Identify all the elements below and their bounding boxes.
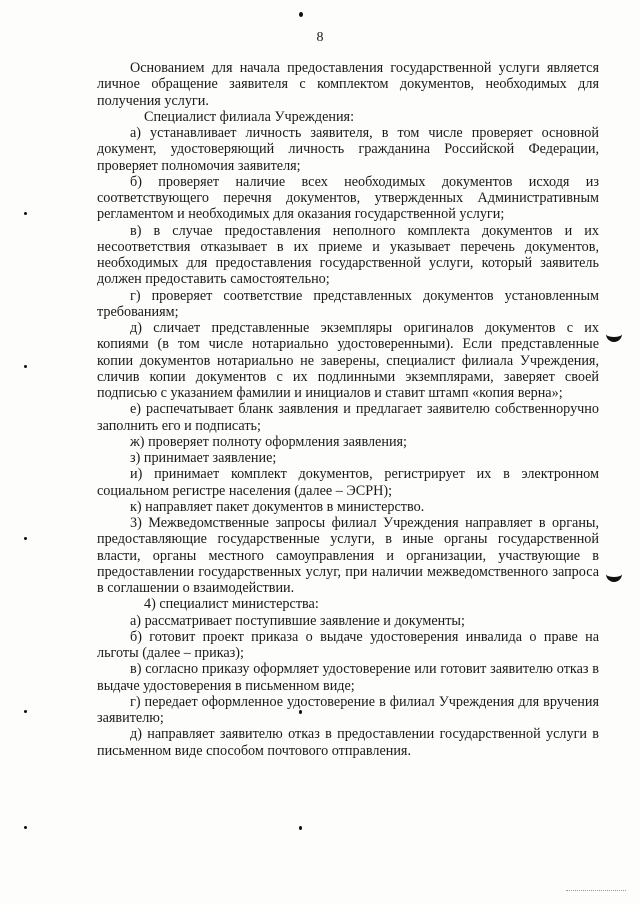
ministry-item-a: а) рассматривает поступившие заявление и документы; (130, 612, 465, 629)
scan-edge-line (566, 890, 626, 891)
list-item-i: и) принимает комплект документов, регистрирует их в электронном социальном регистре населения (далее – ЭСРН); (97, 466, 599, 499)
scan-dot (299, 710, 302, 714)
binder-hole-mark (606, 570, 622, 582)
paragraph-basis: Основанием для начала предоставления государственной услуги является личное обращение заявителя с комплектом документов, необходимых для получения услуги. (97, 60, 599, 109)
list-item-v: в) в случае предоставления неполного комплекта документов и их несоответствия отказывает в их приеме и указывает перечень документов, необходимых для предоставления государственной услуги, который заявитель должен предоставить самостоятельно; (97, 222, 599, 288)
scan-dot (299, 826, 302, 830)
list-item-a: а) устанавливает личность заявителя, в том числе проверяет основной документ, удостоверяющий личность гражданина Российской Федерации, проверяет полномочия заявителя; (97, 125, 599, 174)
list-item-zh: ж) проверяет полноту оформления заявления; (130, 433, 408, 450)
ministry-item-g: г) передает оформленное удостоверение в филиал Учреждения для вручения заявителю; (97, 693, 599, 726)
ministry-item-d: д) направляет заявителю отказ в предоставлении государственной услуги в письменном виде способом почтового отправления. (97, 726, 599, 759)
ministry-item-b: б) готовит проект приказа о выдаче удостоверения инвалида о праве на льготы (далее – приказ); (97, 628, 599, 661)
list-item-k: к) направляет пакет документов в министерство. (130, 498, 425, 515)
page-number: 8 (316, 30, 324, 45)
document-body (97, 60, 599, 759)
list-item-e: е) распечатывает бланк заявления и предлагает заявителю собственноручно заполнить его и подписать; (97, 401, 599, 434)
scan-dot (24, 212, 27, 215)
ministry-item-v: в) согласно приказу оформляет удостоверение или готовит заявителю отказ в выдаче удостоверения в письменном виде; (97, 661, 599, 694)
list-item-z: з) принимает заявление; (130, 450, 277, 466)
scan-dot (24, 826, 27, 829)
paragraph-specialist-heading: Специалист филиала Учреждения: (144, 108, 355, 125)
paragraph-ministry-specialist: 4) специалист министерства: (144, 596, 319, 613)
list-item-b: б) проверяет наличие всех необходимых документов исходя из соответствующего перечня документов, утвержденных Административным регламентом и необходимых для оказания государственной услуги; (97, 173, 599, 223)
scan-dot (24, 710, 27, 713)
list-item-d: д) сличает представленные экземпляры оригиналов документов с их копиями (в том числе нотариально удостоверенными). Если представленные копии документов нотариально не заверены, специалист филиала Учреждения, сличив копии документов с их подлинными экземплярами, заверяет своей подписью с указанием фамилии и инициалов и ставит штамп «копия верна»; (97, 320, 599, 401)
scan-dot (24, 537, 27, 540)
scan-dot (24, 365, 27, 368)
paragraph-interagency-requests: 3) Межведомственные запросы филиал Учреждения направляет в органы, предоставляющие государственные услуги, в иные органы государственной власти, органы местного самоуправления и организации, участвующие в предоставлении государственных услуг, при наличии межведомственного запроса в соглашении о взаимодействии. (97, 515, 599, 596)
list-item-g: г) проверяет соответствие представленных документов установленным требованиям; (97, 287, 599, 320)
scan-dot (299, 12, 303, 17)
binder-hole-mark (606, 330, 622, 342)
